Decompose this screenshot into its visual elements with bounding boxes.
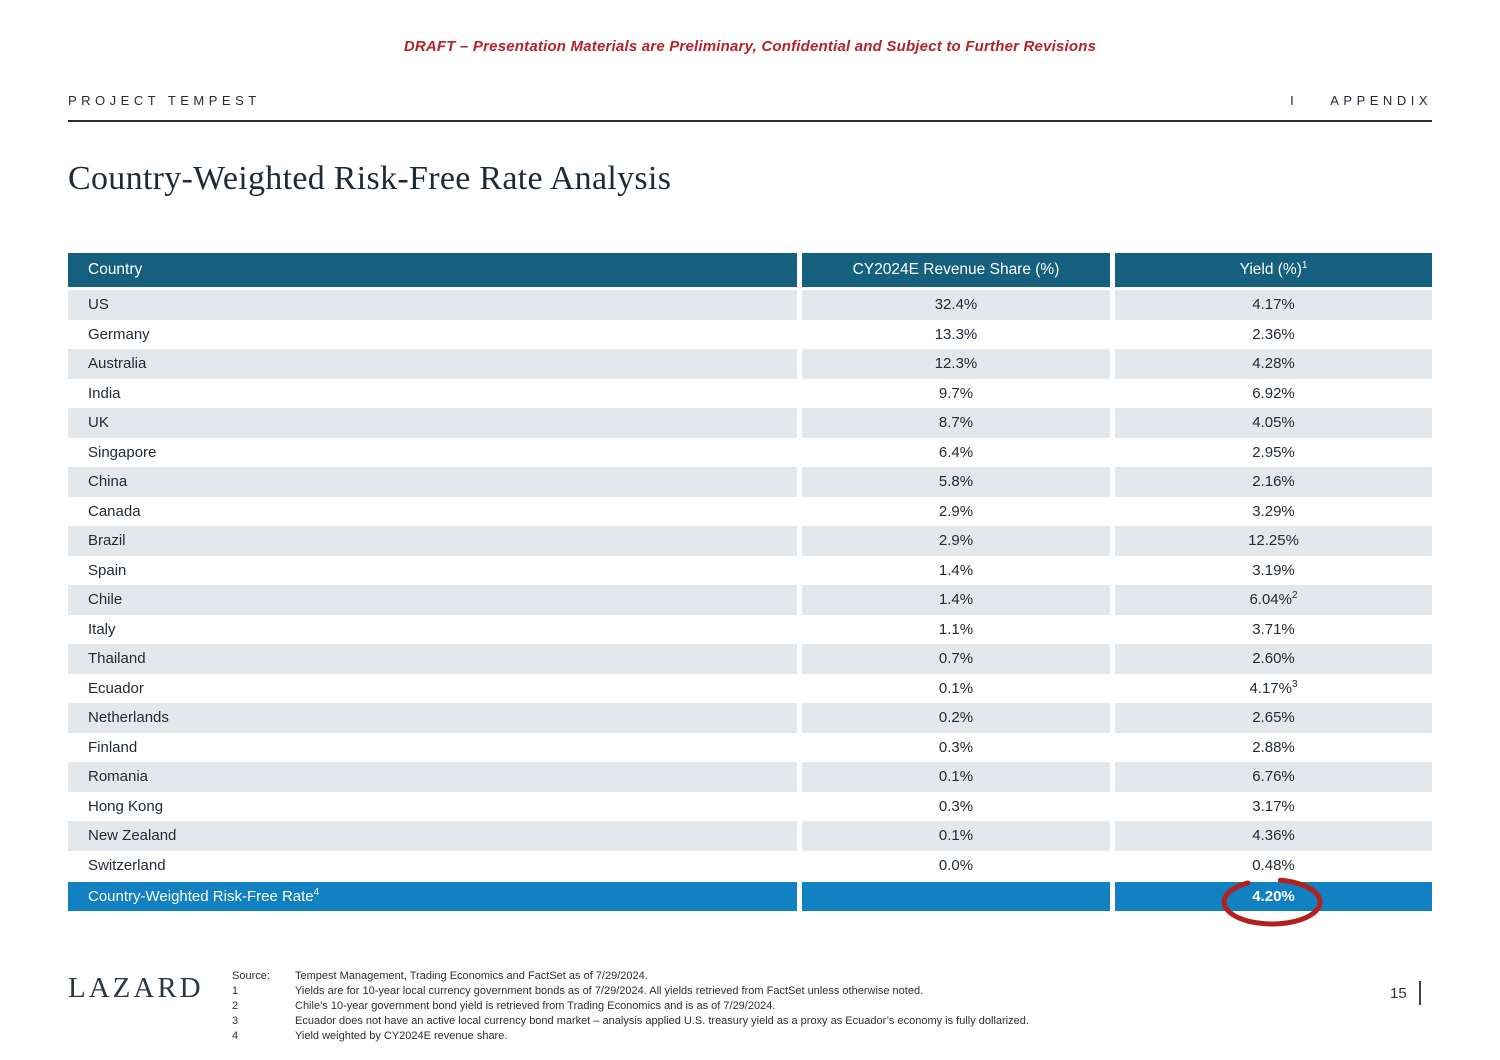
summary-label: Country-Weighted Risk-Free Rate$^4$: [68, 880, 797, 911]
cell-yield: 2.60%: [1110, 644, 1432, 674]
cell-revenue-share: 8.7%: [797, 408, 1110, 438]
table-row: [68, 851, 1432, 881]
table-row: [68, 733, 1432, 763]
cell-country: India: [88, 384, 121, 402]
table-row: [68, 792, 1432, 822]
summary-share-cell: [797, 880, 1110, 911]
cell-country: Brazil: [68, 526, 797, 556]
cell-country: Australia: [68, 349, 797, 379]
source-label: Source:: [232, 970, 270, 982]
cell-yield: 4.36%: [1110, 821, 1432, 851]
cell-yield: 4.17%: [1110, 290, 1432, 320]
cell-country: Canada: [88, 502, 141, 520]
cell-country: Spain: [88, 561, 127, 579]
column-header-country: Country: [68, 253, 797, 290]
cell-country: Netherlands: [68, 703, 797, 733]
cell-revenue-share: 0.7%: [797, 644, 1110, 674]
footnote-number: 1: [232, 985, 239, 998]
project-label: PROJECT TEMPEST: [68, 93, 261, 108]
cell-country: New Zealand: [68, 821, 797, 851]
cell-yield: 2.36%: [1110, 320, 1432, 350]
cell-yield: 2.16%: [1110, 467, 1432, 497]
cell-revenue-share: 32.4%: [797, 290, 1110, 320]
cell-revenue-share: 0.1%: [797, 821, 1110, 851]
section-label: APPENDIX: [1330, 93, 1432, 108]
cell-yield: 4.17%$^3$: [1110, 674, 1432, 704]
appendix-group: [1290, 93, 1432, 108]
cell-yield: 4.28%: [1110, 349, 1432, 379]
table-body: [68, 290, 1432, 880]
table-row: [68, 674, 1432, 704]
cell-revenue-share: 0.1%: [797, 762, 1110, 792]
cell-revenue-share: 0.1%: [797, 674, 1110, 704]
header-rule: [68, 120, 1432, 122]
cell-country: Singapore: [88, 443, 157, 461]
cell-yield: 12.25%: [1110, 526, 1432, 556]
footnote-ref: 2: [1291, 590, 1298, 602]
cell-revenue-share: 1.4%: [797, 556, 1110, 586]
table-row: [68, 438, 1432, 468]
table-row: [68, 615, 1432, 645]
footnote-ref: 3: [1291, 678, 1298, 690]
footnote-ref: 4: [313, 887, 320, 898]
cell-yield: 3.71%: [1110, 615, 1432, 645]
section-divider: I: [1290, 93, 1299, 108]
footnote-text: Yields are for 10-year local currency government bonds as of 7/29/2024. All yields retrieved from FactSet unless otherwise noted.: [295, 985, 924, 998]
cell-country: Chile: [68, 585, 797, 615]
cell-country: Hong Kong: [88, 797, 164, 815]
table-row: [68, 585, 1432, 615]
table-row: [68, 408, 1432, 438]
table-row: [68, 290, 1432, 320]
cell-country: Germany: [88, 325, 150, 343]
cell-revenue-share: 6.4%: [797, 438, 1110, 468]
footnote-number: 2: [232, 1000, 239, 1013]
cell-revenue-share: 0.3%: [797, 733, 1110, 763]
top-bar: [68, 93, 1432, 108]
summary-row: [68, 880, 1432, 911]
source-text: Tempest Management, Trading Economics and FactSet as of 7/29/2024.: [295, 970, 648, 982]
cell-country: Romania: [68, 762, 797, 792]
footnote-number: 3: [232, 1015, 239, 1028]
table-row: [68, 320, 1432, 350]
table-row: [68, 349, 1432, 379]
table-row: [68, 556, 1432, 586]
page-number-block: [1390, 980, 1421, 1006]
table-row: [68, 526, 1432, 556]
table-row: [68, 821, 1432, 851]
cell-country: Thailand: [68, 644, 797, 674]
cell-yield: 4.05%: [1110, 408, 1432, 438]
cell-country: US: [68, 290, 797, 320]
cell-revenue-share: 12.3%: [797, 349, 1110, 379]
cell-yield: 0.48%: [1110, 851, 1432, 881]
page-title: Country-Weighted Risk-Free Rate Analysis: [68, 160, 672, 197]
cell-yield: 6.04%$^2$: [1110, 585, 1432, 615]
footnote-text: Chile’s 10-year government bond yield is retrieved from Trading Economics and is as of 7/29/2024.: [295, 1000, 776, 1013]
footnote-ref: 1: [1301, 259, 1308, 271]
cell-yield: 2.88%: [1110, 733, 1432, 763]
risk-free-rate-table: [68, 253, 1432, 911]
table-row: [68, 703, 1432, 733]
cell-yield: 3.29%: [1110, 497, 1432, 527]
table-row: [68, 379, 1432, 409]
page-number-divider: [1419, 981, 1421, 1005]
cell-country: Finland: [88, 738, 138, 756]
cell-revenue-share: 9.7%: [797, 379, 1110, 409]
cell-yield: 2.95%: [1110, 438, 1432, 468]
footnote-text: Ecuador does not have an active local currency bond market – analysis applied U.S. treasury yield as a proxy as Ecuador’s economy is fully dollarized.: [295, 1015, 1029, 1028]
cell-revenue-share: 2.9%: [797, 497, 1110, 527]
cell-revenue-share: 13.3%: [797, 320, 1110, 350]
cell-country: China: [68, 467, 797, 497]
column-header-yield: Yield (%)$^1$: [1110, 253, 1432, 290]
cell-country: Italy: [88, 620, 116, 638]
column-header-revenue-share: CY2024E Revenue Share (%): [797, 253, 1110, 290]
cell-yield: 3.19%: [1110, 556, 1432, 586]
cell-yield: 2.65%: [1110, 703, 1432, 733]
cell-revenue-share: 5.8%: [797, 467, 1110, 497]
page-number: 15: [1390, 984, 1407, 1002]
footnote-text: Yield weighted by CY2024E revenue share.: [295, 1030, 508, 1043]
table-row: [68, 467, 1432, 497]
lazard-logo: LAZARD: [68, 972, 204, 1004]
cell-revenue-share: 2.9%: [797, 526, 1110, 556]
footnotes: [232, 969, 1342, 1044]
table-row: [68, 497, 1432, 527]
table-header-row: [68, 253, 1432, 290]
cell-yield: 3.17%: [1110, 792, 1432, 822]
cell-country: UK: [68, 408, 797, 438]
cell-revenue-share: 0.0%: [797, 851, 1110, 881]
cell-yield: 6.92%: [1110, 379, 1432, 409]
footnote-number: 4: [232, 1030, 239, 1043]
summary-yield-value: 4.20%: [1110, 880, 1432, 911]
cell-country: Ecuador: [88, 679, 144, 697]
cell-country: Switzerland: [88, 856, 166, 874]
table-row: [68, 644, 1432, 674]
cell-revenue-share: 1.1%: [797, 615, 1110, 645]
cell-revenue-share: 0.2%: [797, 703, 1110, 733]
cell-yield: 6.76%: [1110, 762, 1432, 792]
cell-revenue-share: 0.3%: [797, 792, 1110, 822]
draft-notice: DRAFT – Presentation Materials are Preliminary, Confidential and Subject to Further Revisions: [403, 38, 1097, 55]
cell-revenue-share: 1.4%: [797, 585, 1110, 615]
table-row: [68, 762, 1432, 792]
